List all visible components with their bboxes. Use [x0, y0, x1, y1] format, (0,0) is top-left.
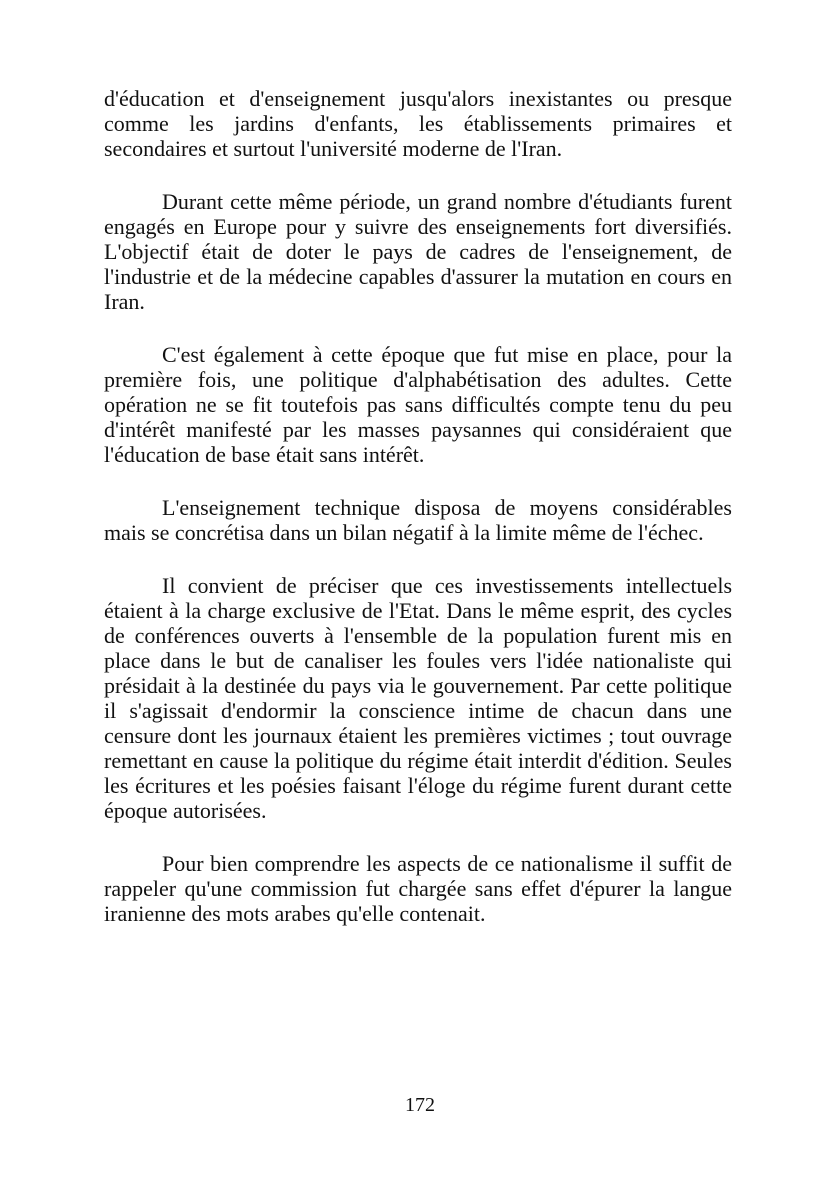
paragraph-6: Pour bien comprendre les aspects de ce nationalisme il suffit de rappeler qu'une commission fut chargée sans effet d'épurer la langue iranienne des mots arabes qu'elle contenait. [104, 851, 732, 926]
paragraph-2: Durant cette même période, un grand nombre d'étudiants furent engagés en Europe pour y suivre des enseignements fort diversifiés. L'objectif était de doter le pays de cadres de l'enseignement, de l'industrie et de la médecine capables d'assurer la mutation en cours en Iran. [104, 189, 732, 314]
paragraph-4: L'enseignement technique disposa de moyens considérables mais se concrétisa dans un bilan négatif à la limite même de l'échec. [104, 495, 732, 545]
paragraph-5: Il convient de préciser que ces investissements intellectuels étaient à la charge exclusive de l'Etat. Dans le même esprit, des cycles de conférences ouverts à l'ensemble de la population furent mis en place dans le but de canaliser les foules vers l'idée nationaliste qui présidait à la destinée du pays via le gouvernement. Par cette politique il s'agissait d'endormir la conscience intime de chacun dans une censure dont les journaux étaient les premières victimes ; tout ouvrage remettant en cause la politique du régime était interdit d'édition. Seules les écritures et les poésies faisant l'éloge du régime furent durant cette époque autorisées. [104, 573, 732, 823]
paragraph-1: d'éducation et d'enseignement jusqu'alors inexistantes ou presque comme les jardins d'enfants, les établissements primaires et secondaires et surtout l'université moderne de l'Iran. [104, 86, 732, 161]
page-number: 172 [405, 1094, 435, 1116]
page-body [104, 86, 732, 954]
paragraph-3: C'est également à cette époque que fut mise en place, pour la première fois, une politique d'alphabétisation des adultes. Cette opération ne se fit toutefois pas sans difficultés compte tenu du peu d'intérêt manifesté par les masses paysannes qui considéraient que l'éducation de base était sans intérêt. [104, 342, 732, 467]
